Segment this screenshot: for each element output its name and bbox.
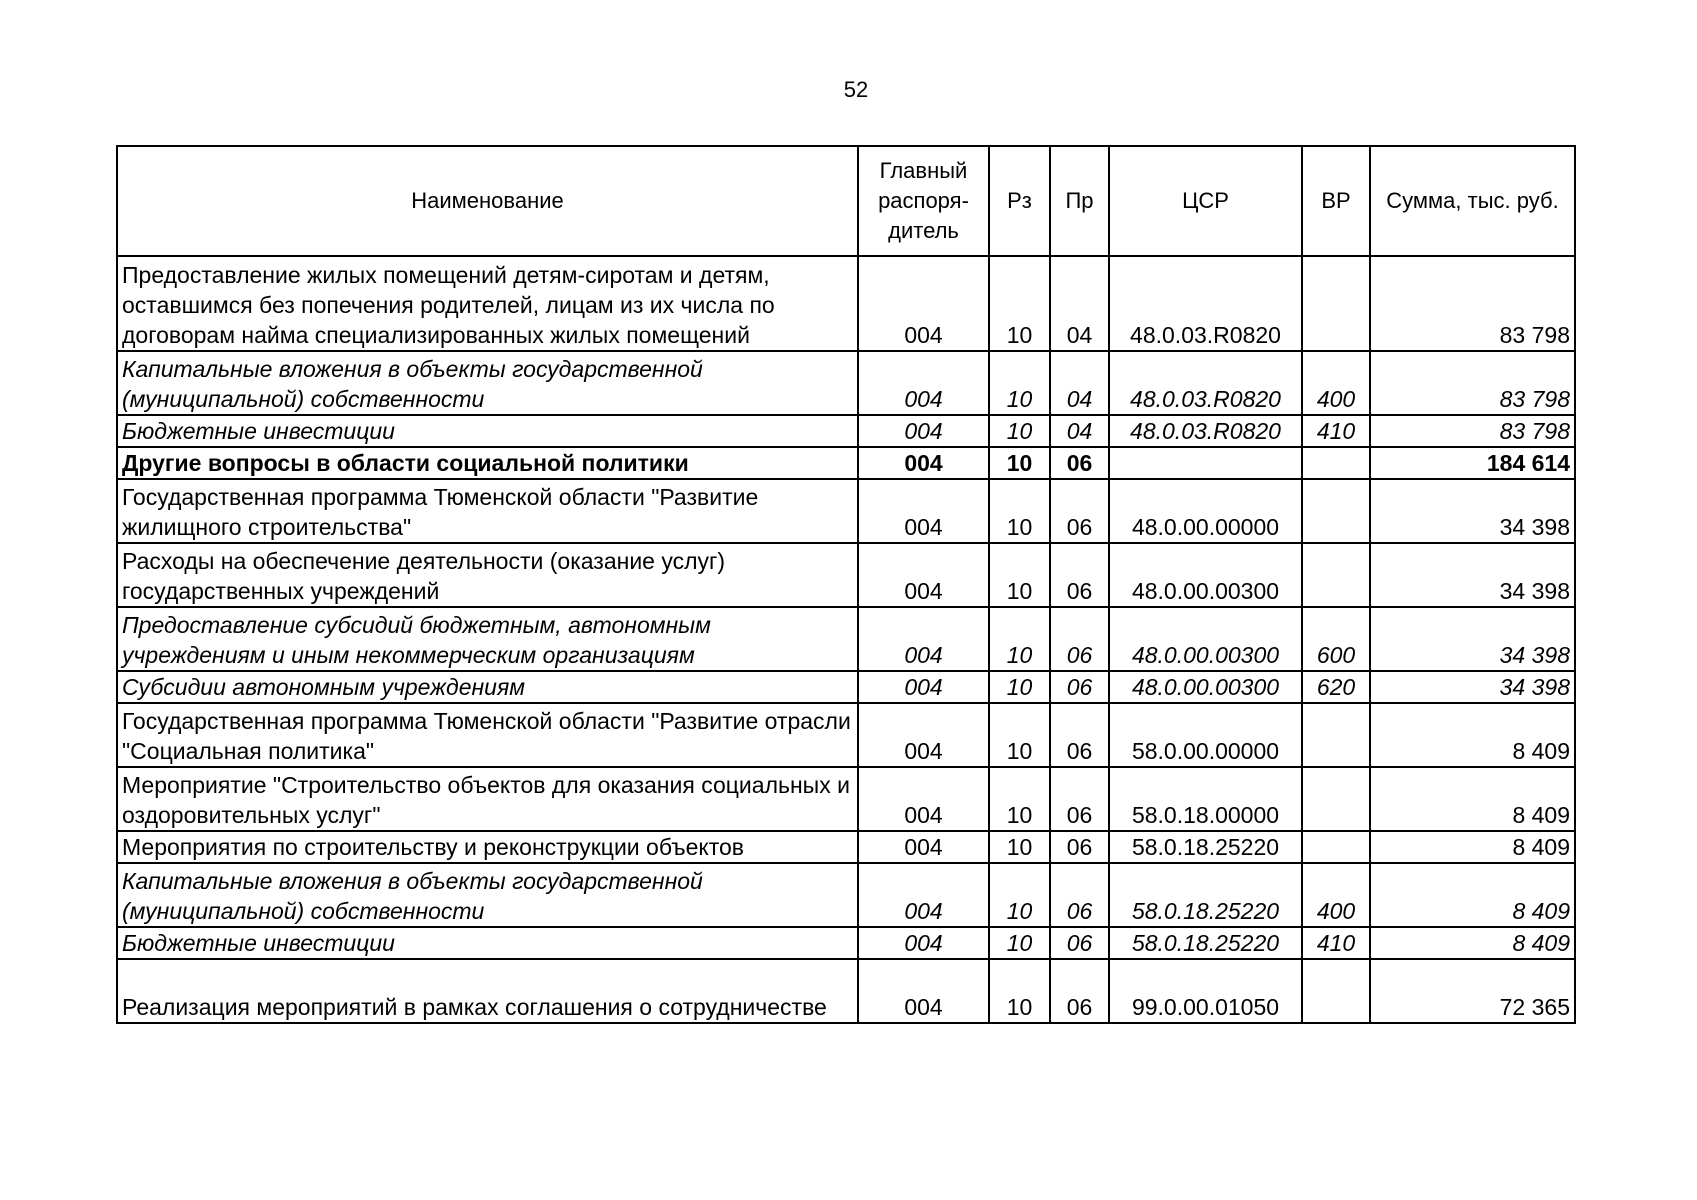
row-csr: 99.0.00.01050 <box>1109 959 1302 1023</box>
row-sum: 8 409 <box>1370 767 1575 831</box>
row-sum: 34 398 <box>1370 671 1575 703</box>
row-pr: 06 <box>1050 863 1109 927</box>
header-rz: Рз <box>989 146 1050 256</box>
row-rz: 10 <box>989 863 1050 927</box>
header-name: Наименование <box>117 146 858 256</box>
row-vr <box>1302 543 1370 607</box>
row-sum: 83 798 <box>1370 256 1575 351</box>
row-rz: 10 <box>989 767 1050 831</box>
table-row <box>117 863 1575 927</box>
row-rz: 10 <box>989 479 1050 543</box>
row-name: Бюджетные инвестиции <box>117 415 858 447</box>
row-sum: 184 614 <box>1370 447 1575 479</box>
row-manager: 004 <box>858 671 989 703</box>
table-row <box>117 959 1575 1023</box>
row-pr: 06 <box>1050 767 1109 831</box>
row-pr: 06 <box>1050 927 1109 959</box>
row-rz: 10 <box>989 959 1050 1023</box>
row-csr: 48.0.03.R0820 <box>1109 415 1302 447</box>
table-row <box>117 351 1575 415</box>
table-row <box>117 447 1575 479</box>
row-manager: 004 <box>858 479 989 543</box>
header-vr: ВР <box>1302 146 1370 256</box>
row-vr <box>1302 703 1370 767</box>
table-row <box>117 415 1575 447</box>
row-name: Расходы на обеспечение деятельности (оказание услуг) государственных учреждений <box>117 543 858 607</box>
header-pr: Пр <box>1050 146 1109 256</box>
row-rz: 10 <box>989 703 1050 767</box>
row-vr: 600 <box>1302 607 1370 671</box>
header-csr: ЦСР <box>1109 146 1302 256</box>
row-manager: 004 <box>858 959 989 1023</box>
page-number: 52 <box>843 77 869 102</box>
row-csr: 58.0.18.25220 <box>1109 927 1302 959</box>
row-csr: 48.0.03.R0820 <box>1109 256 1302 351</box>
row-sum: 34 398 <box>1370 479 1575 543</box>
row-name: Капитальные вложения в объекты государственной (муниципальной) собственности <box>117 863 858 927</box>
row-name: Предоставление жилых помещений детям-сиротам и детям, оставшимся без попечения родителей, лицам из их числа по договорам найма специализированных жилых помещений <box>117 256 858 351</box>
table-row <box>117 607 1575 671</box>
table-row <box>117 831 1575 863</box>
row-csr: 48.0.03.R0820 <box>1109 351 1302 415</box>
row-vr <box>1302 767 1370 831</box>
row-rz: 10 <box>989 351 1050 415</box>
row-csr <box>1109 447 1302 479</box>
row-pr: 06 <box>1050 831 1109 863</box>
row-name: Государственная программа Тюменской области "Развитие жилищного строительства" <box>117 479 858 543</box>
row-rz: 10 <box>989 543 1050 607</box>
row-pr: 06 <box>1050 543 1109 607</box>
row-csr: 48.0.00.00300 <box>1109 543 1302 607</box>
row-vr: 400 <box>1302 863 1370 927</box>
row-rz: 10 <box>989 671 1050 703</box>
row-manager: 004 <box>858 351 989 415</box>
header-manager: Главный распоря-дитель <box>858 146 989 256</box>
row-name: Мероприятия по строительству и реконструкции объектов <box>117 831 858 863</box>
row-rz: 10 <box>989 927 1050 959</box>
row-vr: 410 <box>1302 415 1370 447</box>
row-pr: 04 <box>1050 351 1109 415</box>
row-rz: 10 <box>989 831 1050 863</box>
row-pr: 06 <box>1050 607 1109 671</box>
table-row <box>117 703 1575 767</box>
row-sum: 83 798 <box>1370 351 1575 415</box>
row-manager: 004 <box>858 831 989 863</box>
row-name: Предоставление субсидий бюджетным, автономным учреждениям и иным некоммерческим организациям <box>117 607 858 671</box>
row-rz: 10 <box>989 256 1050 351</box>
table-row <box>117 927 1575 959</box>
row-name: Реализация мероприятий в рамках соглашения о сотрудничестве <box>117 959 858 1023</box>
row-manager: 004 <box>858 447 989 479</box>
header-sum: Сумма, тыс. руб. <box>1370 146 1575 256</box>
row-vr: 620 <box>1302 671 1370 703</box>
row-csr: 58.0.18.25220 <box>1109 831 1302 863</box>
row-manager: 004 <box>858 863 989 927</box>
row-vr <box>1302 447 1370 479</box>
row-name: Капитальные вложения в объекты государственной (муниципальной) собственности <box>117 351 858 415</box>
row-sum: 72 365 <box>1370 959 1575 1023</box>
row-manager: 004 <box>858 703 989 767</box>
header-row <box>117 146 1575 256</box>
row-name: Другие вопросы в области социальной политики <box>117 447 858 479</box>
row-csr: 58.0.00.00000 <box>1109 703 1302 767</box>
row-vr: 400 <box>1302 351 1370 415</box>
row-csr: 58.0.18.25220 <box>1109 863 1302 927</box>
table-row <box>117 543 1575 607</box>
row-sum: 8 409 <box>1370 863 1575 927</box>
row-sum: 8 409 <box>1370 831 1575 863</box>
row-rz: 10 <box>989 447 1050 479</box>
row-vr <box>1302 479 1370 543</box>
row-sum: 8 409 <box>1370 927 1575 959</box>
row-pr: 06 <box>1050 703 1109 767</box>
row-manager: 004 <box>858 607 989 671</box>
row-vr <box>1302 959 1370 1023</box>
row-manager: 004 <box>858 767 989 831</box>
row-manager: 004 <box>858 927 989 959</box>
row-pr: 04 <box>1050 256 1109 351</box>
row-vr: 410 <box>1302 927 1370 959</box>
row-vr <box>1302 256 1370 351</box>
row-vr <box>1302 831 1370 863</box>
row-name: Мероприятие "Строительство объектов для оказания социальных и оздоровительных услуг" <box>117 767 858 831</box>
row-pr: 06 <box>1050 447 1109 479</box>
row-manager: 004 <box>858 256 989 351</box>
row-name: Бюджетные инвестиции <box>117 927 858 959</box>
row-sum: 8 409 <box>1370 703 1575 767</box>
row-pr: 06 <box>1050 479 1109 543</box>
budget-table <box>116 145 1576 1024</box>
table-row <box>117 256 1575 351</box>
row-manager: 004 <box>858 415 989 447</box>
row-csr: 58.0.18.00000 <box>1109 767 1302 831</box>
row-csr: 48.0.00.00000 <box>1109 479 1302 543</box>
row-pr: 06 <box>1050 959 1109 1023</box>
row-sum: 83 798 <box>1370 415 1575 447</box>
row-csr: 48.0.00.00300 <box>1109 607 1302 671</box>
row-manager: 004 <box>858 543 989 607</box>
row-rz: 10 <box>989 415 1050 447</box>
row-rz: 10 <box>989 607 1050 671</box>
table-row <box>117 671 1575 703</box>
table-row <box>117 479 1575 543</box>
row-name: Субсидии автономным учреждениям <box>117 671 858 703</box>
table-row <box>117 767 1575 831</box>
row-sum: 34 398 <box>1370 543 1575 607</box>
row-name: Государственная программа Тюменской области "Развитие отрасли "Социальная политика" <box>117 703 858 767</box>
row-pr: 04 <box>1050 415 1109 447</box>
row-sum: 34 398 <box>1370 607 1575 671</box>
row-pr: 06 <box>1050 671 1109 703</box>
row-csr: 48.0.00.00300 <box>1109 671 1302 703</box>
